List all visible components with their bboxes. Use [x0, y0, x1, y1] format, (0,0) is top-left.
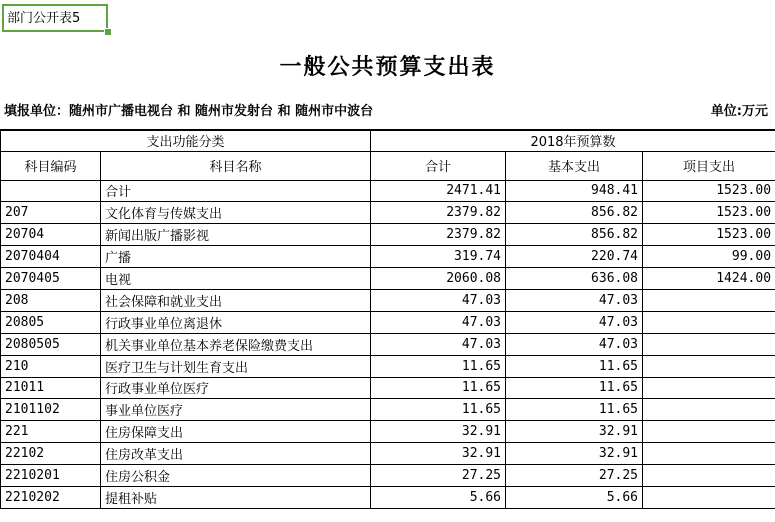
cell-total[interactable]: 32.91 [371, 421, 506, 443]
cell-basic[interactable]: 47.03 [506, 289, 643, 311]
cell-name[interactable]: 机关事业单位基本养老保险缴费支出 [101, 333, 371, 355]
header-budget-group[interactable]: 2018年预算数 [371, 130, 775, 151]
table-row [1, 421, 775, 443]
cell-project[interactable] [643, 311, 775, 333]
table-row [1, 246, 775, 268]
cell-name[interactable]: 事业单位医疗 [101, 399, 371, 421]
cell-total[interactable]: 2379.82 [371, 202, 506, 224]
cell-code[interactable]: 2070404 [1, 246, 101, 268]
table-row [1, 311, 775, 333]
table-row [1, 465, 775, 487]
cell-name[interactable]: 电视 [101, 268, 371, 290]
header-group-row [1, 130, 775, 151]
table-row [1, 202, 775, 224]
cell-total[interactable]: 11.65 [371, 399, 506, 421]
cell-total[interactable]: 32.91 [371, 443, 506, 465]
cell-name[interactable]: 住房保障支出 [101, 421, 371, 443]
cell-total[interactable]: 47.03 [371, 289, 506, 311]
cell-code[interactable]: 208 [1, 289, 101, 311]
header-column-row [1, 151, 775, 180]
cell-name[interactable]: 住房公积金 [101, 465, 371, 487]
budget-table [0, 129, 775, 509]
cell-basic[interactable]: 220.74 [506, 246, 643, 268]
cell-total[interactable]: 47.03 [371, 333, 506, 355]
cell-name[interactable]: 住房改革支出 [101, 443, 371, 465]
cell-total[interactable]: 47.03 [371, 311, 506, 333]
table-row [1, 333, 775, 355]
cell-code[interactable] [1, 180, 101, 202]
table-row [1, 355, 775, 377]
cell-basic[interactable]: 11.65 [506, 377, 643, 399]
table-row [1, 443, 775, 465]
selected-cell[interactable] [2, 4, 108, 32]
table-row [1, 224, 775, 246]
cell-project[interactable]: 1523.00 [643, 202, 775, 224]
cell-name[interactable]: 新闻出版广播影视 [101, 224, 371, 246]
cell-project[interactable] [643, 289, 775, 311]
cell-project[interactable] [643, 465, 775, 487]
cell-code[interactable]: 22102 [1, 443, 101, 465]
cell-basic[interactable]: 856.82 [506, 202, 643, 224]
cell-total[interactable]: 2471.41 [371, 180, 506, 202]
cell-code[interactable]: 2210201 [1, 465, 101, 487]
cell-code[interactable]: 20704 [1, 224, 101, 246]
cell-basic[interactable]: 948.41 [506, 180, 643, 202]
col-header-name[interactable]: 科目名称 [101, 151, 371, 180]
cell-code[interactable]: 2070405 [1, 268, 101, 290]
cell-project[interactable] [643, 486, 775, 508]
cell-basic[interactable]: 32.91 [506, 421, 643, 443]
cell-basic[interactable]: 32.91 [506, 443, 643, 465]
cell-project[interactable]: 99.00 [643, 246, 775, 268]
info-row [4, 100, 768, 119]
cell-code[interactable]: 207 [1, 202, 101, 224]
cell-project[interactable] [643, 377, 775, 399]
cell-total[interactable]: 11.65 [371, 355, 506, 377]
cell-name[interactable]: 广播 [101, 246, 371, 268]
table-row [1, 268, 775, 290]
cell-name[interactable]: 提租补贴 [101, 486, 371, 508]
cell-code[interactable]: 20805 [1, 311, 101, 333]
cell-basic[interactable]: 47.03 [506, 311, 643, 333]
unit-label: 单位:万元 [710, 104, 768, 119]
cell-basic[interactable]: 47.03 [506, 333, 643, 355]
cell-total[interactable]: 11.65 [371, 377, 506, 399]
cell-project[interactable] [643, 421, 775, 443]
page-title: 一般公共预算支出表 [279, 55, 496, 80]
cell-name[interactable]: 社会保障和就业支出 [101, 289, 371, 311]
cell-total[interactable]: 27.25 [371, 465, 506, 487]
cell-code[interactable]: 21011 [1, 377, 101, 399]
header-function-group[interactable]: 支出功能分类 [1, 130, 371, 151]
cell-basic[interactable]: 27.25 [506, 465, 643, 487]
cell-name[interactable]: 行政事业单位离退休 [101, 311, 371, 333]
cell-basic[interactable]: 11.65 [506, 399, 643, 421]
cell-code[interactable]: 2101102 [1, 399, 101, 421]
cell-project[interactable]: 1523.00 [643, 224, 775, 246]
reporting-unit-label: 填报单位：随州市广播电视台 和 随州市发射台 和 随州市中波台 [4, 104, 374, 119]
col-header-total[interactable]: 合计 [371, 151, 506, 180]
cell-project[interactable]: 1424.00 [643, 268, 775, 290]
cell-name[interactable]: 文化体育与传媒支出 [101, 202, 371, 224]
col-header-basic[interactable]: 基本支出 [506, 151, 643, 180]
cell-name[interactable]: 合计 [101, 180, 371, 202]
cell-project[interactable] [643, 399, 775, 421]
cell-total[interactable]: 2060.08 [371, 268, 506, 290]
cell-code[interactable]: 221 [1, 421, 101, 443]
table-row [1, 180, 775, 202]
fill-handle[interactable] [104, 28, 111, 35]
cell-basic[interactable]: 636.08 [506, 268, 643, 290]
cell-basic[interactable]: 856.82 [506, 224, 643, 246]
cell-project[interactable] [643, 333, 775, 355]
col-header-project[interactable]: 项目支出 [643, 151, 775, 180]
table-row [1, 377, 775, 399]
cell-total[interactable]: 5.66 [371, 486, 506, 508]
table-body [1, 180, 775, 508]
cell-code[interactable]: 2080505 [1, 333, 101, 355]
cell-name[interactable]: 行政事业单位医疗 [101, 377, 371, 399]
cell-project[interactable] [643, 355, 775, 377]
cell-total[interactable]: 319.74 [371, 246, 506, 268]
table-row [1, 486, 775, 508]
col-header-code[interactable]: 科目编码 [1, 151, 101, 180]
cell-total[interactable]: 2379.82 [371, 224, 506, 246]
cell-project[interactable]: 1523.00 [643, 180, 775, 202]
table-row [1, 399, 775, 421]
cell-basic[interactable]: 11.65 [506, 355, 643, 377]
cell-basic[interactable]: 5.66 [506, 486, 643, 508]
cell-name[interactable]: 医疗卫生与计划生育支出 [101, 355, 371, 377]
cell-project[interactable] [643, 443, 775, 465]
cell-code[interactable]: 210 [1, 355, 101, 377]
cell-code[interactable]: 2210202 [1, 486, 101, 508]
table-row [1, 289, 775, 311]
selected-cell-text: 部门公开表5 [7, 10, 81, 26]
